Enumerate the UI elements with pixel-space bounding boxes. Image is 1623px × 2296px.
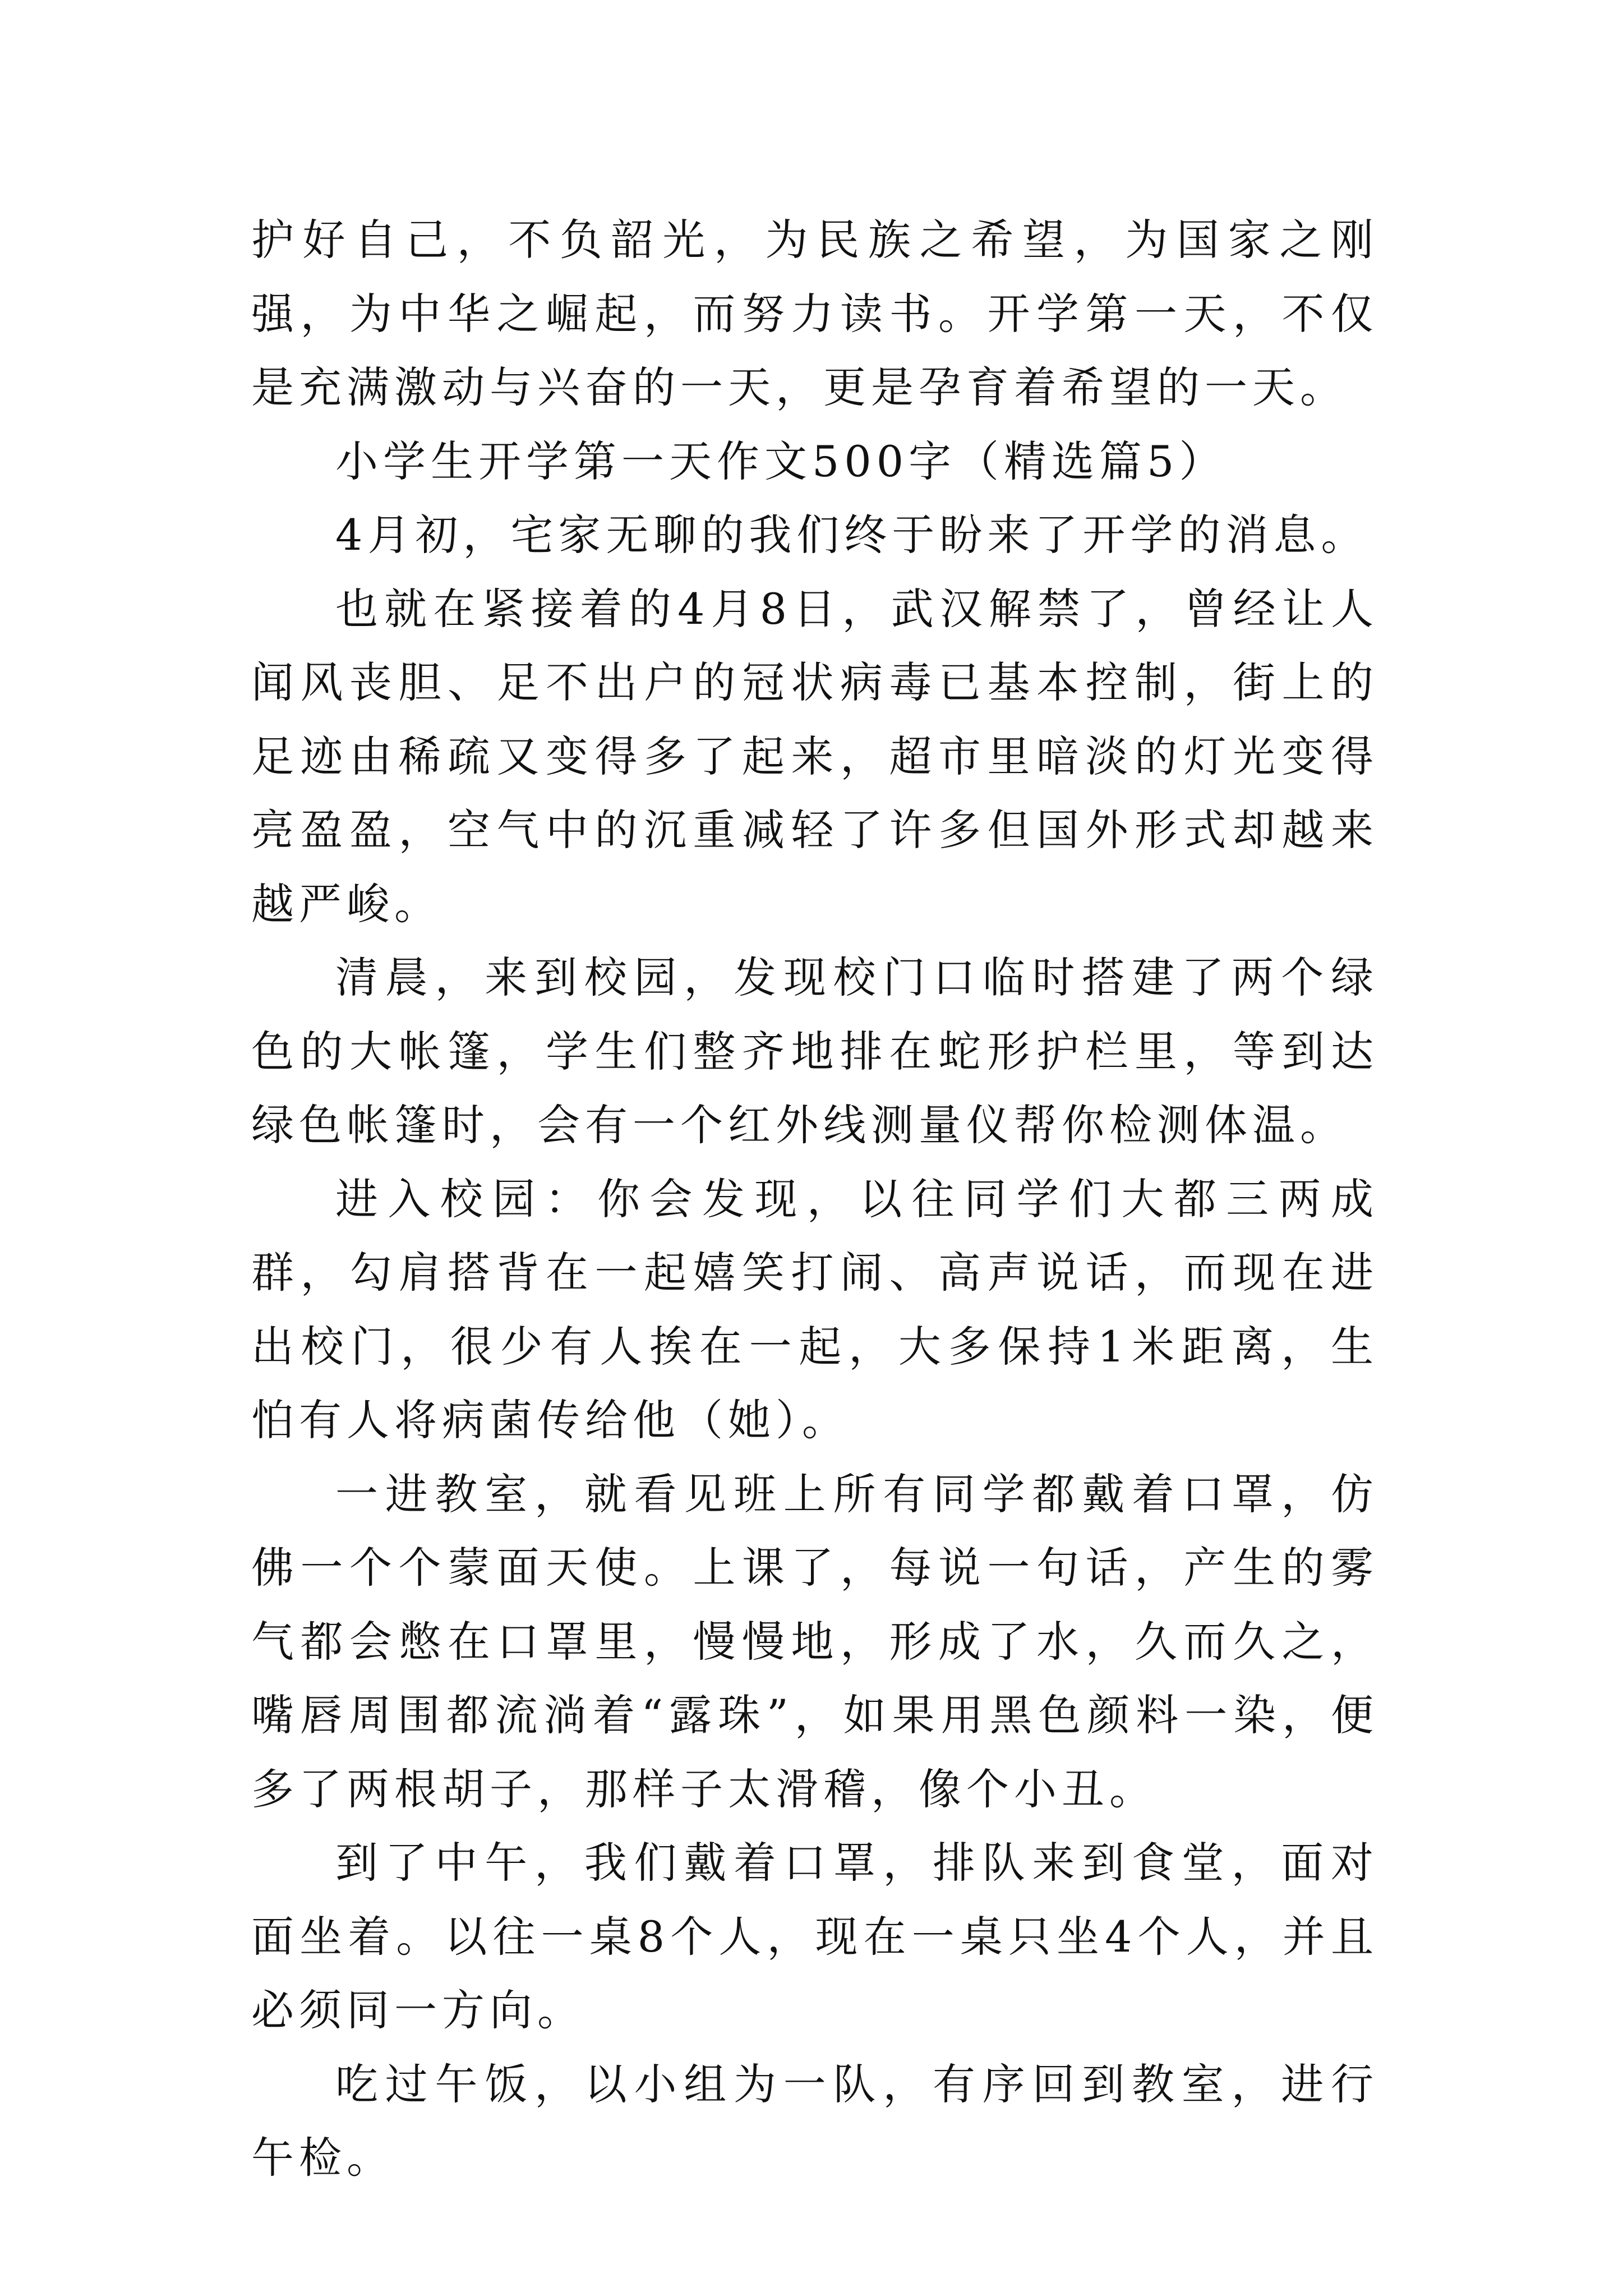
paragraph: 也就在紧接着的4月8日，武汉解禁了，曾经让人闻风丧胆、足不出户的冠状病毒已基本控制，街上的足迹由稀疏又变得多了起来，超市里暗淡的灯光变得亮盈盈，空气中的沉重减轻了许多但国外形式却越来越严峻。 — [251, 583, 1378, 929]
paragraph-continuation: 护好自己，不负韶光，为民族之希望，为国家之刚强，为中华之崛起，而努力读书。开学第一天，不仅是充满激动与兴奋的一天，更是孕育着希望的一天。 — [251, 215, 1378, 412]
paragraph: 进入校园：你会发现，以往同学们大都三两成群，勾肩搭背在一起嬉笑打闹、高声说话，而现在进出校门，很少有人挨在一起，大多保持1米距离，生怕有人将病菌传给他（她）。 — [251, 1174, 1378, 1445]
paragraph: 清晨，来到校园，发现校门口临时搭建了两个绿色的大帐篷，学生们整齐地排在蛇形护栏里，等到达绿色帐篷时，会有一个红外线测量仪帮你检测体温。 — [251, 953, 1378, 1150]
paragraph: 4月初，宅家无聊的我们终于盼来了开学的消息。 — [335, 510, 1369, 560]
paragraph: 一进教室，就看见班上所有同学都戴着口罩，仿佛一个个蒙面天使。上课了，每说一句话，产生的雾气都会憋在口罩里，慢慢地，形成了水，久而久之，嘴唇周围都流淌着“露珠”，如果用黑色颜料一染，便多了两根胡子，那样子太滑稽，像个小丑。 — [251, 1469, 1378, 1814]
paragraph: 吃过午饭，以小组为一队，有序回到教室，进行午检。 — [251, 2059, 1378, 2183]
section-heading: 小学生开学第一天作文500字（精选篇5） — [335, 436, 1227, 486]
paragraph: 到了中午，我们戴着口罩，排队来到食堂，面对面坐着。以往一桌8个人，现在一桌只坐4个人，并且必须同一方向。 — [251, 1838, 1378, 2035]
document-body — [251, 203, 1378, 2195]
